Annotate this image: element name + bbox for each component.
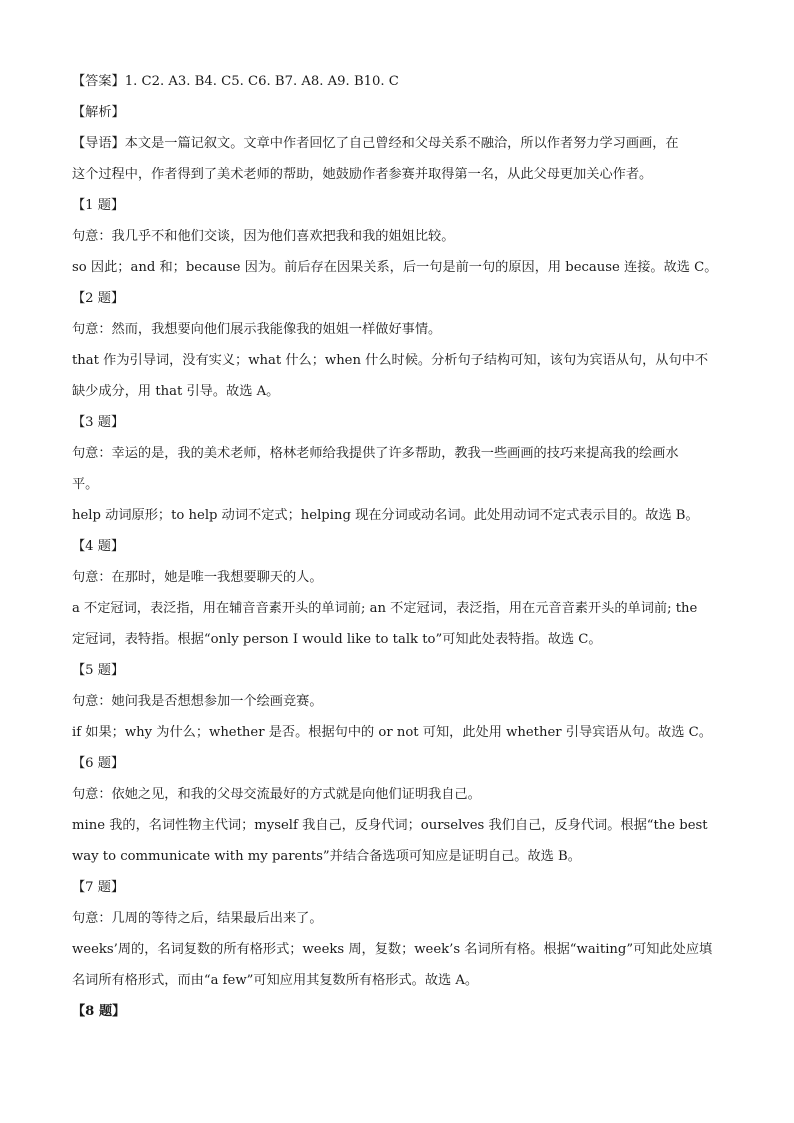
question-line: 句意：幸运的是，我的美术老师，格林老师给我提供了许多帮助，教我一些画画的技巧来提高我的绘画水 [72,446,679,461]
intro-line-1: 【导语】本文是一篇记叙文。文章中作者回忆了自己曾经和父母关系不融洽，所以作者努力学习画画，在 [72,136,679,151]
question-line: mine 我的，名词性物主代词；myself 我自己，反身代词；ourselves 我们自己，反身代词。根据“the best [72,818,708,833]
question-heading: 【8 题】 [72,1004,126,1019]
question-line: 缺少成分，用 that 引导。故选 A。 [72,384,280,399]
question-heading: 【1 题】 [72,198,125,213]
question-line: 句意：她问我是否想想参加一个绘画竞赛。 [72,694,323,709]
question-line: 句意：依她之见，和我的父母交流最好的方式就是向他们证明我自己。 [72,787,481,802]
question-7 [72,872,724,996]
question-heading: 【3 题】 [72,415,125,430]
question-heading: 【6 题】 [72,756,125,771]
question-heading: 【4 题】 [72,539,125,554]
question-line: a 不定冠词，表泛指，用在辅音音素开头的单词前; an 不定冠词，表泛指，用在元音音素开头的单词前; the [72,601,698,616]
question-6 [72,748,724,872]
question-line: 名词所有格形式，而由“a few”可知应用其复数所有格形式。故选 A。 [72,973,479,988]
question-line: 定冠词，表特指。根据“only person I would like to talk to”可知此处表特指。故选 C。 [72,632,602,647]
question-4 [72,531,724,655]
document-page [72,66,724,1027]
intro-line-2: 这个过程中，作者得到了美术老师的帮助，她鼓励作者参赛并取得第一名，从此父母更加关心作者。 [72,167,653,182]
analysis-heading: 【解析】 [72,105,125,120]
question-2 [72,283,724,407]
question-line: 句意：几周的等待之后，结果最后出来了。 [72,911,323,926]
question-line: way to communicate with my parents”并结合备选项可知应是证明自己。故选 B。 [72,849,581,864]
question-line: help 动词原形；to help 动词不定式；helping 现在分词或动名词。此处用动词不定式表示目的。故选 B。 [72,508,699,523]
question-1 [72,190,724,283]
question-line: weeks’周的，名词复数的所有格形式；weeks 周，复数；week’s 名词所有格。根据“waiting”可知此处应填 [72,942,713,957]
question-heading: 【7 题】 [72,880,125,895]
question-5 [72,655,724,748]
question-3 [72,407,724,531]
question-heading: 【5 题】 [72,663,125,678]
question-line: 句意：在那时，她是唯一我想要聊天的人。 [72,570,323,585]
question-line: 平。 [72,477,99,492]
question-heading: 【2 题】 [72,291,125,306]
question-line: 句意：然而，我想要向他们展示我能像我的姐姐一样做好事情。 [72,322,442,337]
question-8 [72,996,724,1027]
question-line: so 因此；and 和；because 因为。前后存在因果关系，后一句是前一句的原因，用 because 连接。故选 C。 [72,260,718,275]
question-line: if 如果；why 为什么；whether 是否。根据句中的 or not 可知，此处用 whether 引导宾语从句。故选 C。 [72,725,712,740]
answer-line: 【答案】1. C2. A3. B4. C5. C6. B7. A8. A9. B10. C [72,74,399,89]
question-line: that 作为引导词，没有实义；what 什么；when 什么时候。分析句子结构可知，该句为宾语从句，从句中不 [72,353,709,368]
question-line: 句意：我几乎不和他们交谈，因为他们喜欢把我和我的姐姐比较。 [72,229,455,244]
